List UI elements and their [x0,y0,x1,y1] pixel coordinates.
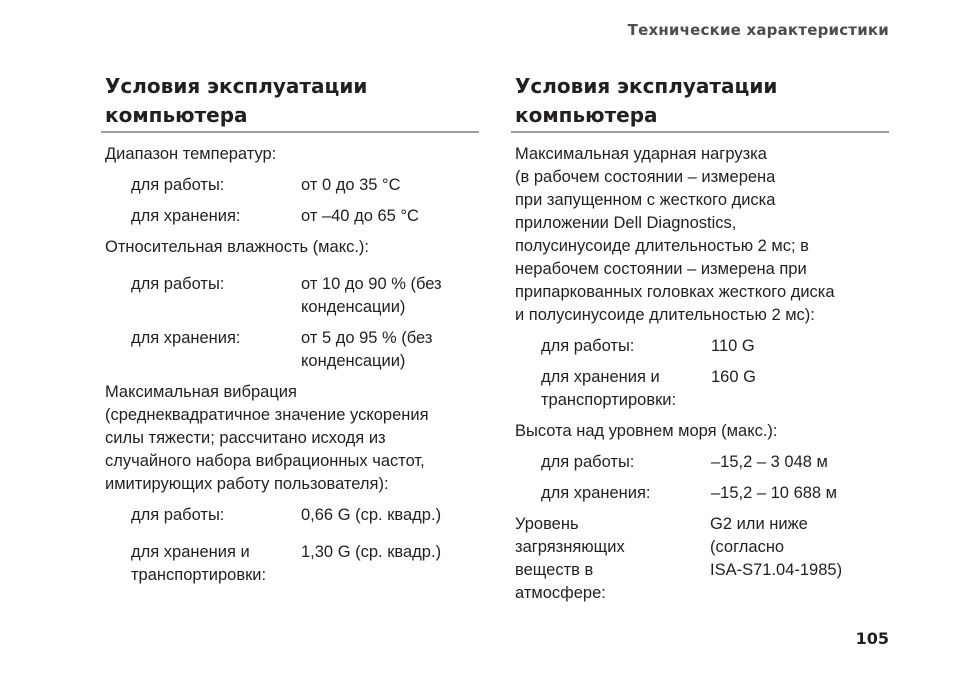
right-column [515,72,889,605]
page-number: 105 [855,629,889,648]
left-column [105,72,479,587]
spec-row: для работы: 0,66 G (ср. квадр.) [131,506,442,524]
section-title: Условия эксплуатации компьютера [511,72,889,133]
vibration-heading: Максимальная вибрация (среднеквадратичное значение ускорения силы тяжести; рассчитано исходя из случайного набора вибрационных частот, имитирующих работу пользователя): [105,383,429,493]
running-header: Технические характеристики [627,21,889,39]
spec-row: для работы: от 0 до 35 °C [131,176,401,194]
contaminant-row: Уровень загрязняющих веществ в атмосфере: G2 или ниже (согласно ISA-S71.04-1985) [515,515,843,602]
spec-row: для работы: от 10 до 90 % (без конденсации) [131,275,442,316]
spec-row: для хранения: от –40 до 65 °C [131,207,419,225]
shock-heading: Максимальная ударная нагрузка (в рабочем состоянии – измерена при запущенном с жесткого диска приложении Dell Diagnostics, полусинусоиде длительностью 2 мс; в нерабочем состоянии – измерена при припаркованных головках жесткого диска и полусинусоиде длительностью 2 мс): [515,145,835,324]
spec-row: для работы: 110 G [541,337,755,355]
spec-row: для хранения и транспортировки: 1,30 G (ср. квадр.) [131,543,442,584]
section-title: Условия эксплуатации компьютера [101,72,479,133]
spec-row: для работы: –15,2 – 3 048 м [541,453,828,471]
spec-row: для хранения: –15,2 – 10 688 м [541,484,838,502]
altitude-heading: Высота над уровнем моря (макс.): [515,422,778,440]
humidity-heading: Относительная влажность (макс.): [105,238,370,256]
spec-row: для хранения и транспортировки: 160 G [541,368,756,409]
spec-row: для хранения: от 5 до 95 % (без конденсации) [131,329,433,370]
temperature-heading: Диапазон температур: [105,145,277,163]
